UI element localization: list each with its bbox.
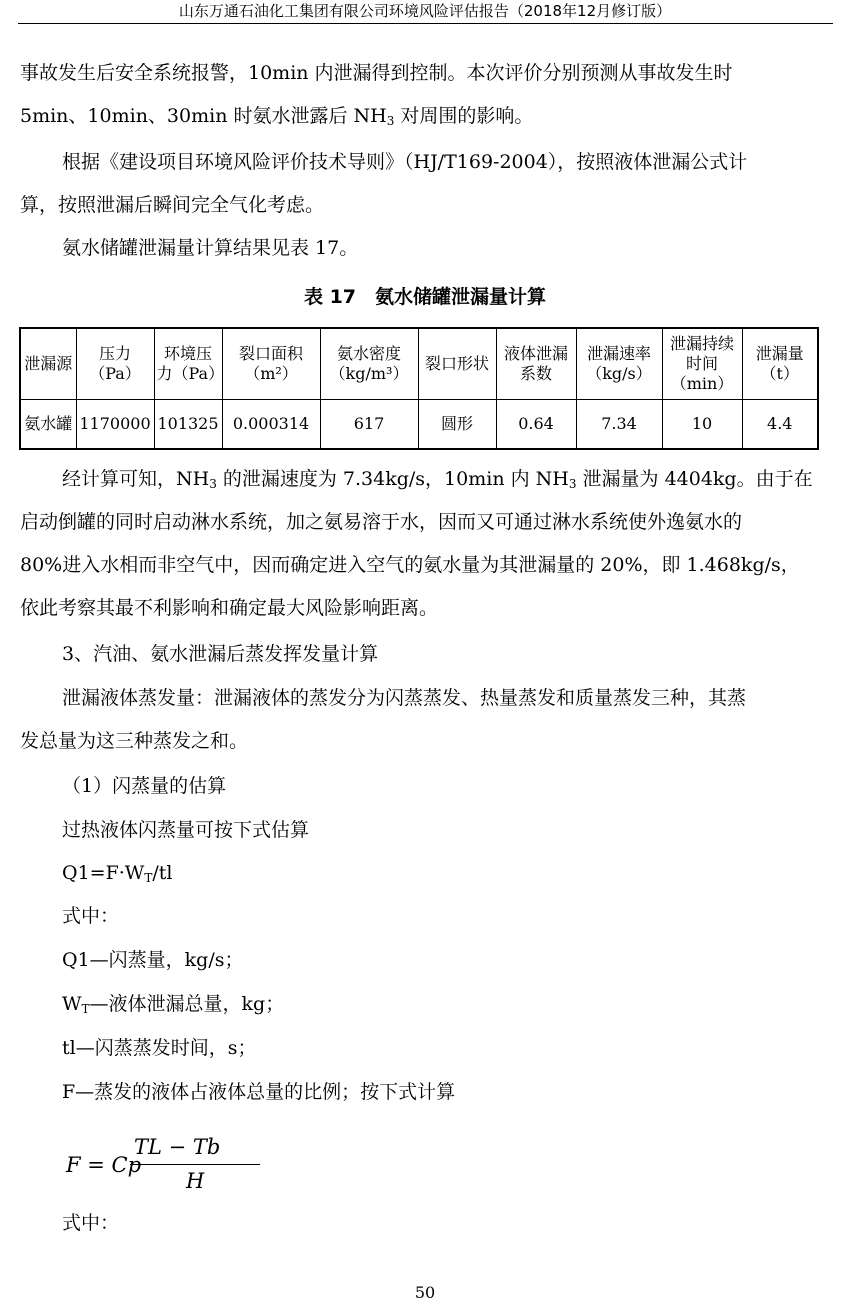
definition-line xyxy=(62,991,822,1017)
definition-line: tl—闪蒸蒸发时间，s； xyxy=(62,1037,257,1059)
subscript: 3 xyxy=(568,477,577,491)
table-cell: 7.34 xyxy=(576,400,662,450)
table-header-cell: 环境压力（Pa） xyxy=(154,328,222,400)
leak-calculation-table xyxy=(19,327,819,450)
paragraph-line: 氨水储罐泄漏量计算结果见表 17。 xyxy=(62,237,359,259)
where-label: 式中： xyxy=(62,905,120,927)
subscript: 3 xyxy=(209,477,217,491)
table-cell: 0.64 xyxy=(496,400,576,450)
table-header-cell: 裂口形状 xyxy=(418,328,496,400)
formula-lhs: F = Cp xyxy=(66,1153,142,1177)
paragraph-line: 80%进入水相而非空气中，因而确定进入空气的氨水量为其泄漏量的 20%，即 1.468kg/s， xyxy=(20,554,800,576)
page-header xyxy=(0,0,850,25)
text-run: W xyxy=(62,993,82,1015)
paragraph-line: 事故发生后安全系统报警，10min 内泄漏得到控制。本次评价分别预测从事故发生时 xyxy=(20,62,733,84)
equation xyxy=(62,860,822,886)
table-title: 表 17 氨水储罐泄漏量计算 xyxy=(303,286,547,308)
table-cell: 1170000 xyxy=(76,400,154,450)
subsection-heading: （1）闪蒸量的估算 xyxy=(62,775,227,797)
table-cell: 圆形 xyxy=(418,400,496,450)
text-run: 经计算可知，NH xyxy=(62,468,210,490)
text-run: 对周围的影响。 xyxy=(394,105,534,127)
paragraph-line: 启动倒罐的同时启动淋水系统，加之氨易溶于水，因而又可通过淋水系统使外逸氨水的 xyxy=(20,511,743,533)
paragraph-line: 根据《建设项目环境风险评价技术导则》（HJ/T169-2004），按照液体泄漏公式计 xyxy=(62,151,748,173)
table-cell: 617 xyxy=(320,400,418,450)
table-header-cell: 液体泄漏系数 xyxy=(496,328,576,400)
paragraph-line: 发总量为这三种蒸发之和。 xyxy=(20,730,249,752)
paragraph-line xyxy=(62,466,822,492)
paragraph-line: 过热液体闪蒸量可按下式估算 xyxy=(62,819,310,841)
paragraph-line: 泄漏液体蒸发量：泄漏液体的蒸发分为闪蒸蒸发、热量蒸发和质量蒸发三种，其蒸 xyxy=(62,687,747,709)
subscript: T xyxy=(81,1002,90,1016)
subscript: 3 xyxy=(386,114,395,128)
header-divider xyxy=(18,23,833,24)
header-title: 山东万通石油化工集团有限公司环境风险评估报告（2018年12月修订版） xyxy=(178,2,672,20)
where-label: 式中： xyxy=(62,1212,120,1234)
page-number: 50 xyxy=(414,1283,436,1302)
flash-fraction-formula xyxy=(66,1135,286,1195)
text-run: 5min、10min、30min 时氨水泄露后 NH xyxy=(20,105,387,127)
formula-numerator: TL − Tb xyxy=(134,1135,221,1159)
fraction-bar xyxy=(130,1164,260,1165)
paragraph-line xyxy=(20,103,820,129)
section-heading: 3、汽油、氨水泄漏后蒸发挥发量计算 xyxy=(62,643,379,665)
table-header-cell: 泄漏持续时间（min） xyxy=(662,328,742,400)
table-header-cell: 压力（Pa） xyxy=(76,328,154,400)
text-run: /tl xyxy=(152,862,173,884)
table-header-cell: 氨水密度（kg/m³） xyxy=(320,328,418,400)
table-cell: 101325 xyxy=(154,400,222,450)
paragraph-line: 算，按照泄漏后瞬间完全气化考虑。 xyxy=(20,194,325,216)
text-run: Q1=F·W xyxy=(62,862,145,884)
table-row xyxy=(20,400,818,450)
table-header-cell: 裂口面积（m²） xyxy=(222,328,320,400)
text-run: 的泄漏速度为 7.34kg/s，10min 内 NH xyxy=(216,468,569,490)
table-header-cell: 泄漏源 xyxy=(20,328,76,400)
table-header-cell: 泄漏速率（kg/s） xyxy=(576,328,662,400)
table-header-row xyxy=(20,328,818,400)
definition-line: Q1—闪蒸量，kg/s； xyxy=(62,949,244,971)
subscript: T xyxy=(144,871,153,885)
table-cell: 10 xyxy=(662,400,742,450)
text-run: 泄漏量为 4404kg。由于在 xyxy=(576,468,813,490)
table-cell: 4.4 xyxy=(742,400,818,450)
definition-line: F—蒸发的液体占液体总量的比例；按下式计算 xyxy=(62,1081,456,1103)
table-cell: 0.000314 xyxy=(222,400,320,450)
paragraph-line: 依此考察其最不利影响和确定最大风险影响距离。 xyxy=(20,597,439,619)
formula-denominator: H xyxy=(186,1169,205,1193)
table-cell: 氨水罐 xyxy=(20,400,76,450)
table-header-cell: 泄漏量（t） xyxy=(742,328,818,400)
text-run: —液体泄漏总量，kg； xyxy=(89,993,285,1015)
